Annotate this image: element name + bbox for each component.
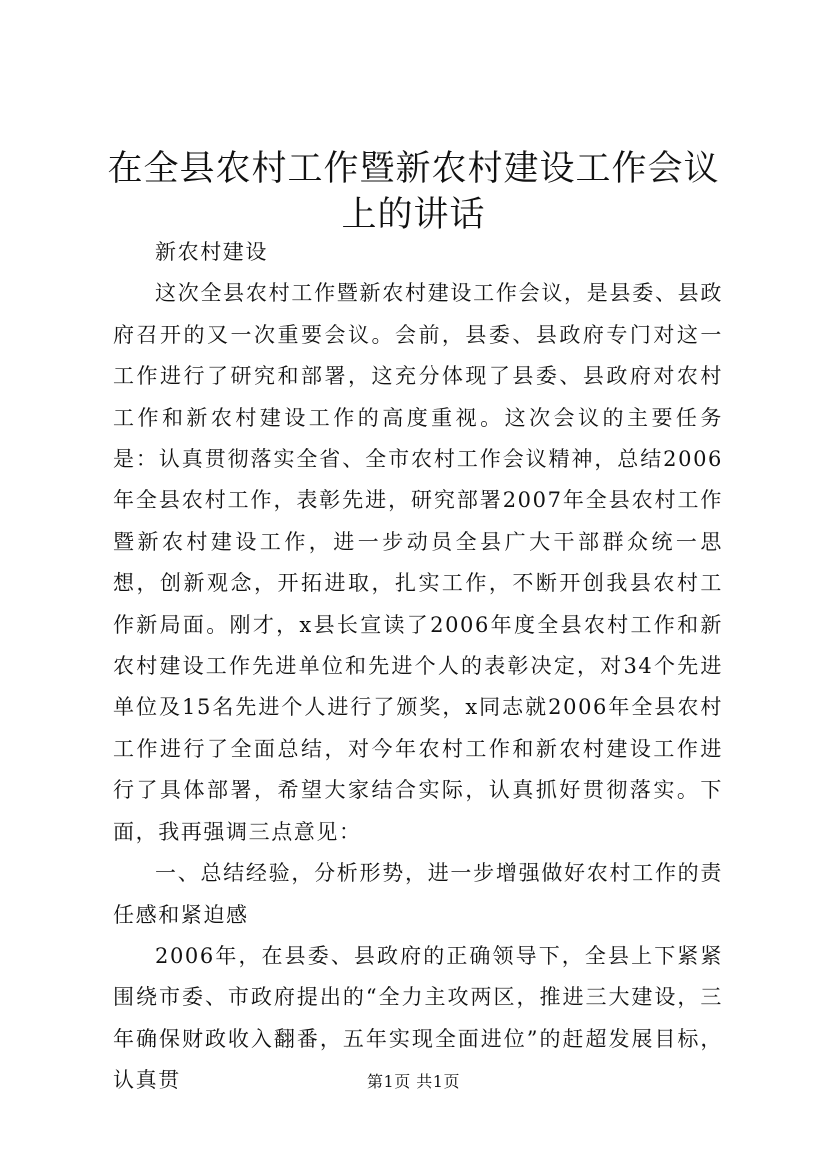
keyword-paragraph: 新农村建设 (155, 240, 268, 264)
document-body (113, 232, 723, 1102)
page-number-footer: 第1页 共1页 (367, 1072, 460, 1091)
section-heading: 一、总结经验，分析形势，进一步增强做好农村工作的责任感和紧迫感 (113, 861, 723, 927)
document-title: 在全县农村工作暨新农村建设工作会议上的讲话 (107, 149, 720, 235)
body-paragraph: 2006年，在县委、县政府的正确领导下，全县上下紧紧围绕市委、市政府提出的“全力主攻两区，推进三大建设，三年确保财政收入翻番，五年实现全面进位”的赶超发展目标，认真贯 (113, 943, 723, 1093)
body-paragraph: 这次全县农村工作暨新农村建设工作会议，是县委、县政府召开的又一次重要会议。会前，县委、县政府专门对这一工作进行了研究和部署，这充分体现了县委、县政府对农村工作和新农村建设工作的高度重视。这次会议的主要任务是：认真贯彻落实全省、全市农村工作会议精神，总结2006年全县农村工作，表彰先进，研究部署2007年全县农村工作暨新农村建设工作，进一步动员全县广大干部群众统一思想，创新观念，开拓进取，扎实工作，不断开创我县农村工作新局面。刚才，x县长宣读了2006年度全县农村工作和新农村建设工作先进单位和先进个人的表彰决定，对34个先进单位及15名先进个人进行了颁奖，x同志就2006年全县农村工作进行了全面总结，对今年农村工作和新农村建设工作进行了具体部署，希望大家结合实际，认真抓好贯彻落实。下面，我再强调三点意见： (113, 281, 723, 844)
